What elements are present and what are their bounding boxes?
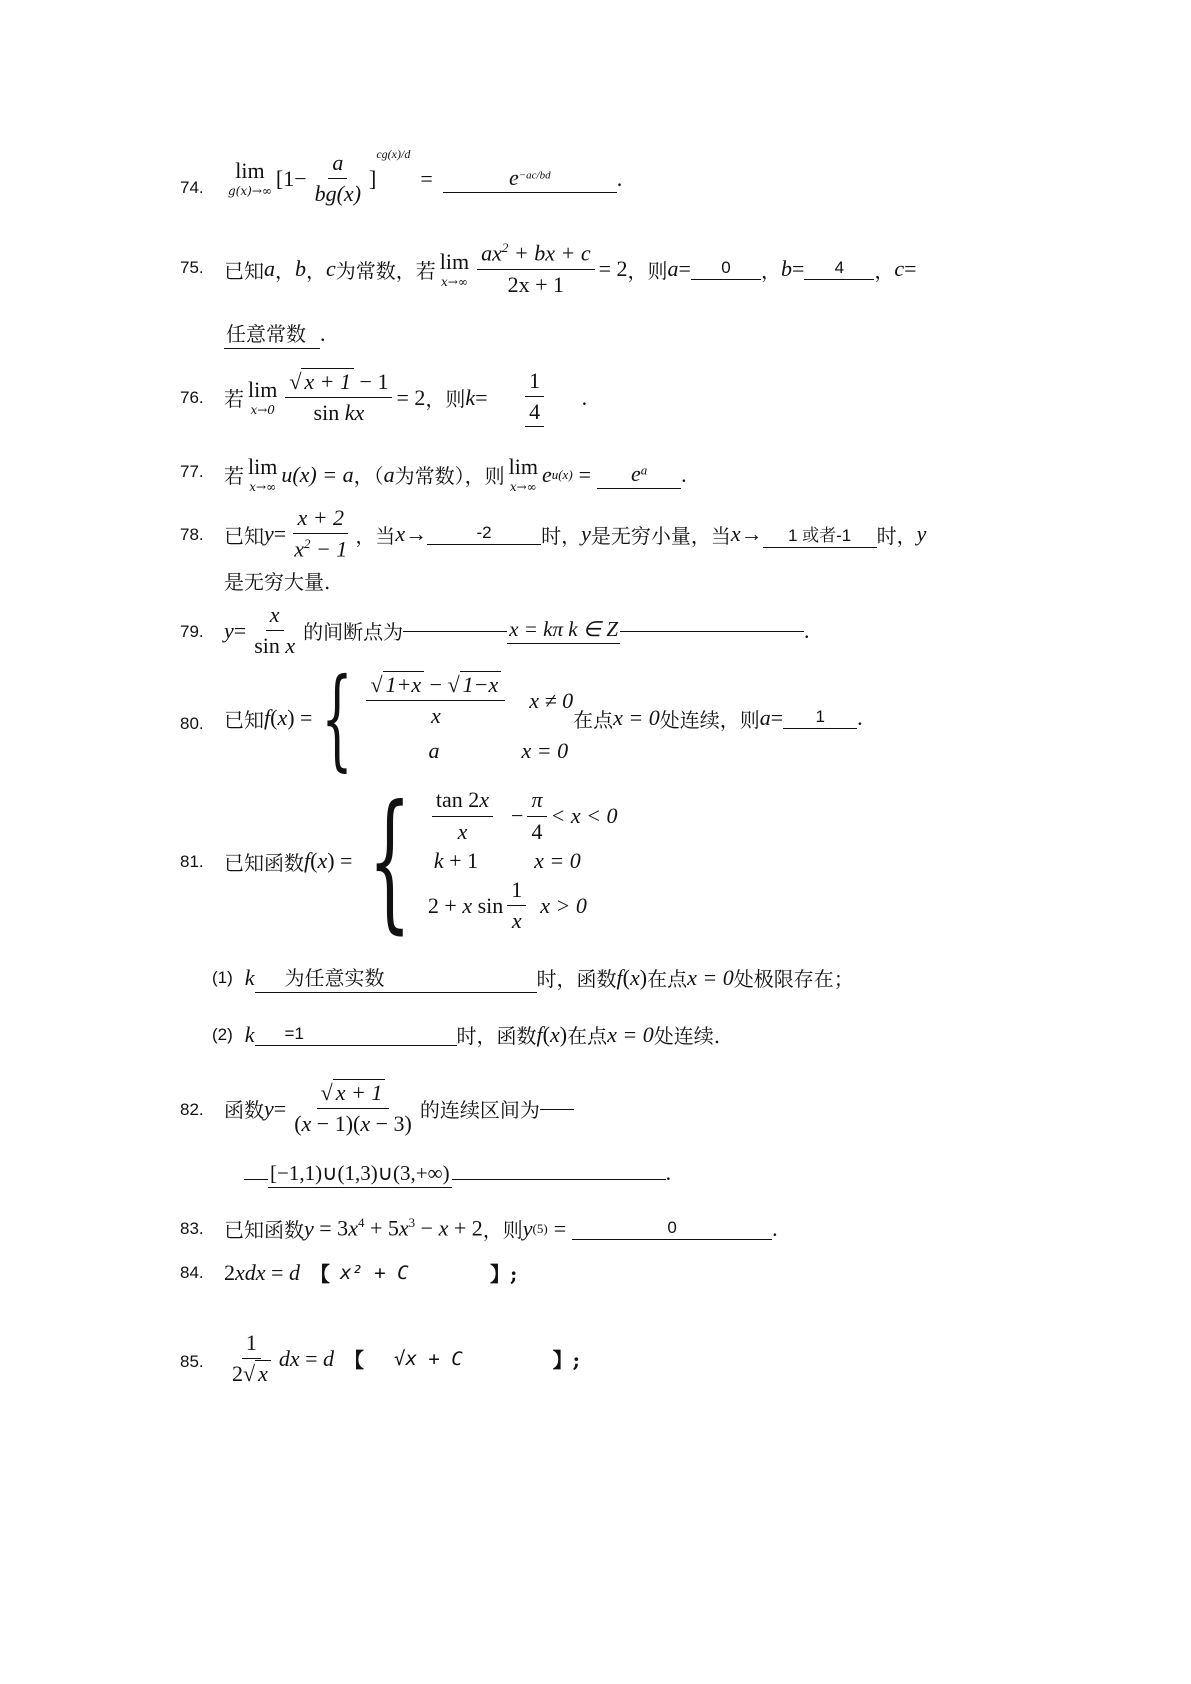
answer-blank: [−1,1)∪(1,3)∪(3,+∞) (268, 1161, 452, 1188)
question-body: 已知 y = $\frac{x + 2}{x^2 - 1}$ ，当 x → -2 时， y 是无穷小量，当 x → 1 或者-1 时， y (224, 505, 927, 562)
question-body: 已知 f ( x ) = { $\frac{√ 1+x - √ 1-x}{x}$ x ≠ 0 a x = 0 在点 x = 0 处连续，则 a = 1 . (224, 654, 863, 782)
answer-blank: $e^a$ (597, 461, 681, 489)
question-number: 75. (180, 258, 204, 277)
question-body: 函数 y = $\frac{√ x + 1}{(x - 1)(x - 3)}$ 的连续区间为 (224, 1080, 574, 1138)
answer-blank: =1 (255, 1024, 457, 1046)
question-number: 74. (180, 178, 204, 197)
answer-blank-2: 1 或者-1 (763, 521, 877, 548)
answer-blank: 1 (783, 707, 857, 729)
answer-blank: 0 (572, 1218, 772, 1240)
answer-a: 0 (691, 258, 761, 280)
answer-blank: 为任意实数 (255, 962, 537, 993)
question-number: 76. (180, 388, 204, 407)
question-75-cont: 任意常数 . (224, 318, 326, 349)
question-body: 已知函数 y = $3x^4 + 5x^3 - x + 2$ ，则 y (5) = 0 . (224, 1215, 778, 1242)
question-number: 80. (180, 714, 204, 733)
answer-blank: $e^{-ac/bd}$ (443, 165, 617, 193)
question-body: y = $\frac{x}{\text{sin x}}$ 的间断点为 x = kπ k ∈ Z . (224, 602, 810, 659)
question-number: 83. (180, 1219, 204, 1238)
question-number: 82. (180, 1100, 204, 1119)
question-number: 78. (180, 525, 204, 544)
answer-b: 4 (804, 258, 874, 280)
question-78-cont: 是无穷大量. (224, 570, 331, 594)
answer-blank: x² + C (339, 1261, 409, 1284)
question-body: $\frac{1}{2√ x}$ dx = d 【 √x + C 】; (232, 1330, 581, 1387)
question-body: 已知 a ， b ， c 为常数，若 lim x→∞ $\frac{ax^2 + bx + c}{2x + 1}$ = 2 ，则 a = 0 ， b = 4 ， c = (224, 240, 917, 297)
question-number: 79. (180, 622, 204, 641)
question-number: 77. (180, 462, 204, 481)
question-body: 2xdx = d 【 x² + C 】; (224, 1259, 518, 1286)
question-number: 85. (180, 1352, 204, 1371)
question-number: 84. (180, 1263, 204, 1282)
question-body: 若 lim x→∞ u(x) = a ，（ a 为常数），则 lim x→∞ e u(x) = $e^a$ . (224, 454, 687, 494)
answer-blank: √x + C (394, 1347, 463, 1370)
answer-blank: $\frac{1}{4}$ (488, 368, 582, 428)
question-body: 若 lim x→0 $\frac{√ x + 1 - 1}{\text{sin kx}}$ = 2 ，则 k = $\frac{1}{4}$ . (224, 368, 587, 428)
question-body: lim g(x)→∞ [1− $\frac{a}{bg(x)}$ ] cg(x)/d = $e^{-ac/bd}$ . (228, 147, 623, 207)
question-82-cont: [−1,1)∪(1,3)∪(3,+∞) . (244, 1160, 671, 1188)
answer-blank-1: -2 (427, 523, 541, 545)
answer-blank: x = kπ k ∈ Z (507, 617, 620, 644)
question-body: 已知函数 f ( x ) = { $\frac{\tan 2x}{x}$ − $\frac{\pi}{4}$ < x < 0 k + 1 x = 0 2 + x sin $\frac{1}{x}$ x > 0 (224, 774, 618, 948)
answer-c: 任意常数 (224, 318, 320, 349)
question-number: 81. (180, 852, 204, 871)
